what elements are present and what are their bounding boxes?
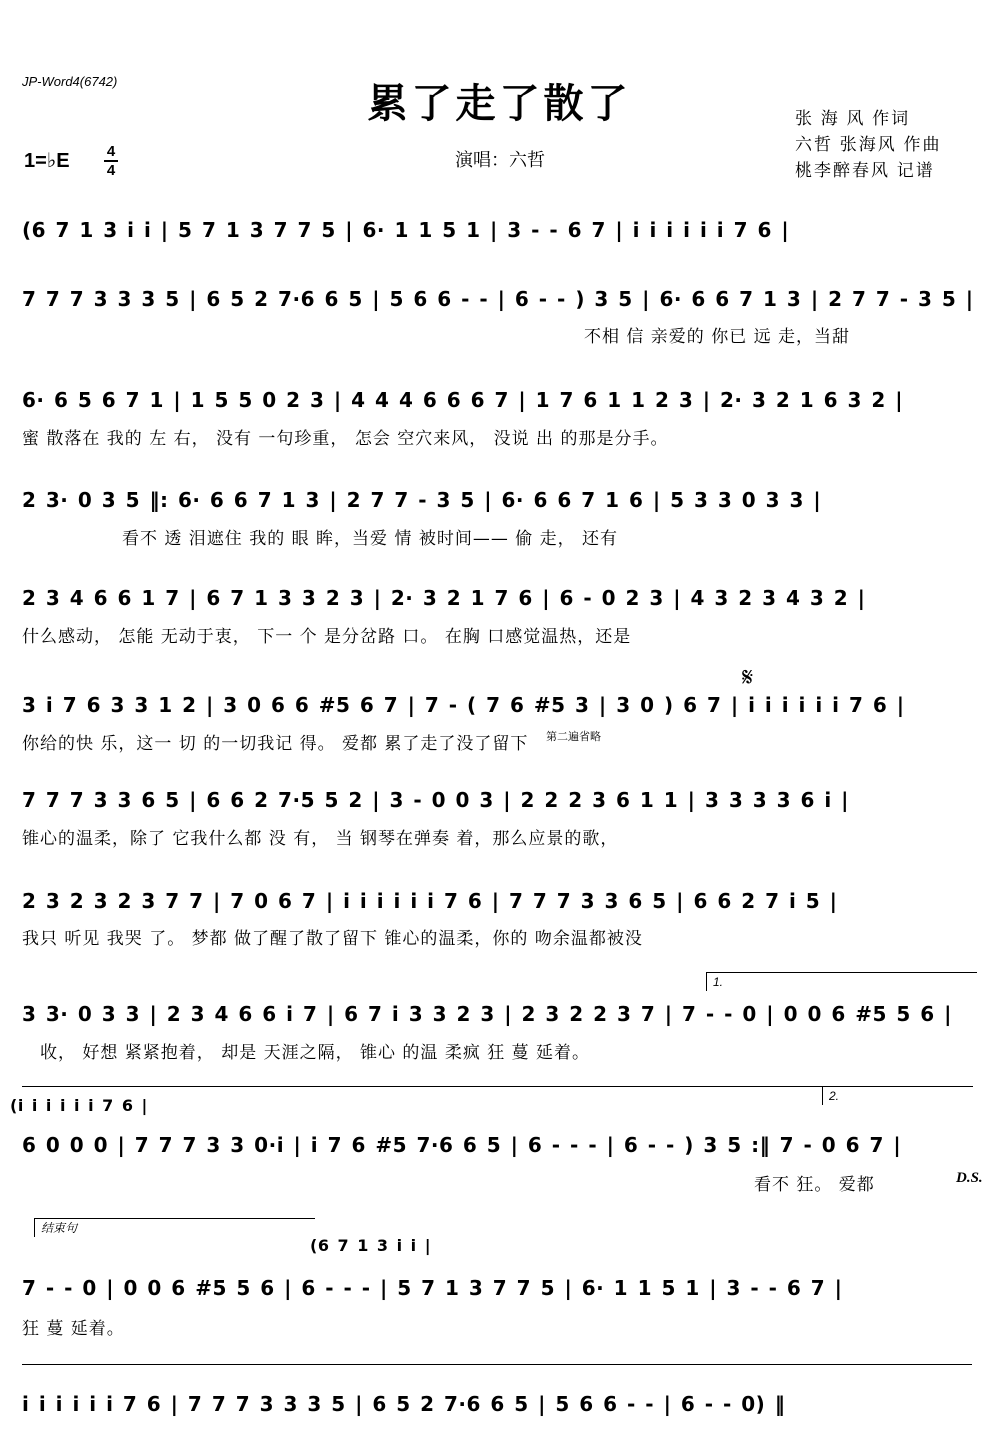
upper-line-b: (6 7 1 3 i i | xyxy=(310,1236,432,1255)
time-signature xyxy=(104,144,118,178)
score-line-6-notes: 3 i 7 6 3 3 1 2 | 3 0 6 6 #5 6 7 | 7 - ( 7 6 #5 3 | 3 0 ) 6 7 | i i i i i i 7 6 | xyxy=(22,693,905,717)
score-line-10-notes: 6 0 0 0 | 7 7 7 3 3 0·i | i 7 6 #5 7·6 6 5 | 6 - - - | 6 - - ) 3 5 :‖ 7 - 0 6 7 | xyxy=(22,1133,902,1157)
first-ending-label: 1. xyxy=(713,975,724,989)
ending-bracket xyxy=(34,1218,315,1237)
score-line-4-notes: 2 3· 0 3 5 ‖: 6· 6 6 7 1 3 | 2 7 7 - 3 5 | 6· 6 6 7 1 6 | 5 3 3 0 3 3 | xyxy=(22,488,822,512)
second-ending-bracket xyxy=(822,1086,973,1105)
transcriber-credit: 桃李醉春风 记谱 xyxy=(795,161,935,180)
score-line-3-notes: 6· 6 5 6 7 1 | 1 5 5 0 2 3 | 4 4 4 6 6 6 7 | 1 7 6 1 1 2 3 | 2· 3 2 1 6 3 2 | xyxy=(22,388,904,412)
score-line-12-notes: i i i i i i 7 6 | 7 7 7 3 3 3 5 | 6 5 2 7·6 6 5 | 5 6 6 - - | 6 - - 0) ‖ xyxy=(22,1392,786,1416)
score-line-7-lyric: 锥心的温柔，除了 它我什么都 没 有， 当 钢琴在弹奏 着，那么应景的歌， xyxy=(22,829,619,849)
score-line-5-lyric: 什么感动， 怎能 无动于衷， 下一 个 是分岔路 口。 在胸 口感觉温热，还是 xyxy=(22,627,632,647)
score-line-1-notes: (6 7 1 3 i i | 5 7 1 3 7 7 5 | 6· 1 1 5 1 | 3 - - 6 7 | i i i i i i 7 6 | xyxy=(22,218,790,242)
score-line-11-lyric: 狂 蔓 延着。 xyxy=(22,1319,125,1339)
score-line-11-notes: 7 - - 0 | 0 0 6 #5 5 6 | 6 - - - | 5 7 1 3 7 7 5 | 6· 1 1 5 1 | 3 - - 6 7 | xyxy=(22,1276,843,1300)
meter-top: 4 xyxy=(106,143,116,160)
separator-line xyxy=(22,1086,822,1087)
score-line-10-lyric: 看不 狂。 爱都 xyxy=(754,1175,875,1195)
score-line-5-notes: 2 3 4 6 6 1 7 | 6 7 1 3 3 2 3 | 2· 3 2 1 7 6 | 6 - 0 2 3 | 4 3 2 3 4 3 2 | xyxy=(22,586,866,610)
second-ending-label: 2. xyxy=(829,1089,840,1103)
score-line-4-lyric: 看不 透 泪遮住 我的 眼 眸，当爱 情 被时间—— 偷 走， 还有 xyxy=(122,529,619,549)
score-line-6-lyric: 你给的快 乐，这一 切 的一切我记 得。 爱都 累了走了没了留下 xyxy=(22,734,529,754)
ds-marker: D.S. xyxy=(956,1170,983,1186)
upper-line-a: (i i i i i i 7 6 | xyxy=(10,1096,148,1115)
lyricist-credit: 张 海 风 作词 xyxy=(795,109,911,128)
score-line-2-lyric: 不相 信 亲爱的 你已 远 走，当甜 xyxy=(584,327,851,347)
singer-label: 演唱：六哲 xyxy=(455,150,545,170)
key-signature: 1=♭E xyxy=(24,150,70,172)
score-line-9-lyric: 收， 好想 紧紧抱着， 却是 天涯之隔， 锥心 的温 柔疯 狂 蔓 延着。 xyxy=(40,1043,591,1063)
page-title: 累了走了散了 xyxy=(367,80,632,127)
score-line-9-notes: 3 3· 0 3 3 | 2 3 4 6 6 i 7 | 6 7 i 3 3 2 3 | 2 3 2 2 3 7 | 7 - - 0 | 0 0 6 #5 5 6 | xyxy=(22,1002,952,1026)
score-line-3-lyric: 蜜 散落在 我的 左 右， 没有 一句珍重， 怎会 空穴来风， 没说 出 的那是分手。 xyxy=(22,429,669,449)
score-line-2-notes: 7 7 7 3 3 3 5 | 6 5 2 7·6 6 5 | 5 6 6 - - | 6 - - ) 3 5 | 6· 6 6 7 1 3 | 2 7 7 - 3 5 | xyxy=(22,287,974,311)
meter-bottom: 4 xyxy=(106,162,116,179)
score-line-8-lyric: 我只 听见 我哭 了。 梦都 做了醒了散了留下 锥心的温柔，你的 吻余温都被没 xyxy=(22,929,643,949)
first-ending-bracket xyxy=(706,972,977,991)
second-time-omit-note: 第二遍省略 xyxy=(546,731,601,743)
composer-credit: 六哲 张海风 作曲 xyxy=(795,135,942,154)
ending-label: 结束句 xyxy=(41,1221,78,1235)
score-line-7-notes: 7 7 7 3 3 6 5 | 6 6 2 7·5 5 2 | 3 - 0 0 3 | 2 2 2 3 6 1 1 | 3 3 3 3 6 i | xyxy=(22,788,849,812)
source-label: JP-Word4(6742) xyxy=(22,74,118,89)
score-line-8-notes: 2 3 2 3 2 3 7 7 | 7 0 6 7 | i i i i i i 7 6 | 7 7 7 3 3 6 5 | 6 6 2 7 i 5 | xyxy=(22,889,838,913)
segno-sign: 𝄋 xyxy=(742,662,754,692)
final-line-bracket xyxy=(22,1364,972,1365)
